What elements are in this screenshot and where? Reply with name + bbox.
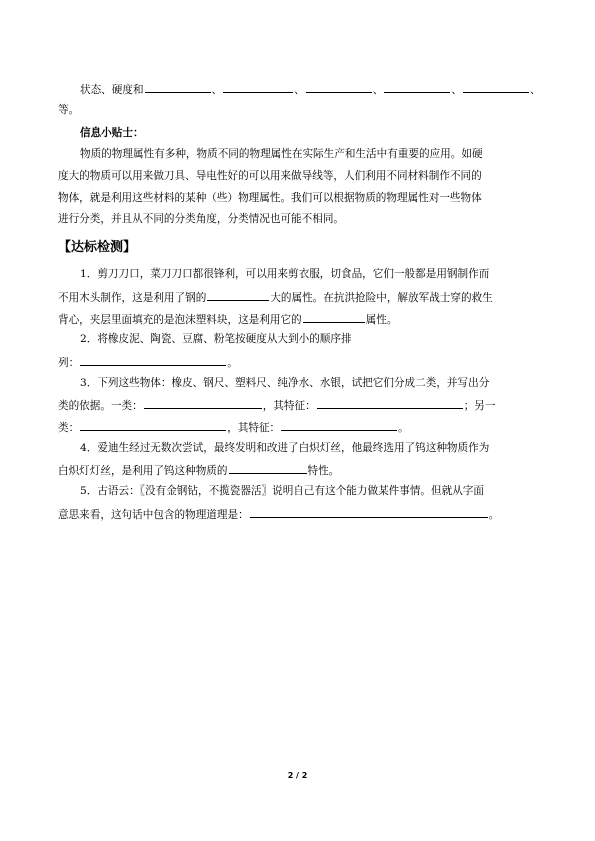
blank-1[interactable] bbox=[145, 82, 211, 93]
q1-line-1: 1．剪刀刀口，菜刀刀口都很锋利，可以用来剪衣服，切食品，它们一般都是用钢制作而 bbox=[80, 268, 490, 280]
q3-line-1: 3．下列这些物体：橡皮、钢尺、塑料尺、纯净水、水银，试把它们分成二类，并写出分 bbox=[80, 377, 490, 389]
q2-line-2: 列： 。 bbox=[58, 357, 238, 369]
tip-line-4: 进行分类，并且从不同的分类角度，分类情况也可能不相同。 bbox=[58, 213, 345, 225]
properties-end: 等。 bbox=[58, 104, 80, 116]
blank-5[interactable] bbox=[463, 82, 529, 93]
q3-line-3: 类： ，其特征： 。 bbox=[58, 422, 409, 434]
blank-4[interactable] bbox=[384, 82, 450, 93]
q1-blank-1[interactable] bbox=[207, 290, 269, 301]
q4-line-1: 4．爱迪生经过无数次尝试，最终发明和改进了白炽灯丝，他最终选用了钨这种物质作为 bbox=[80, 442, 490, 454]
q1-line-2: 不用木头制作，这是利用了钢的 大的属性。在抗洪抢险中，解放军战士穿的救生 bbox=[58, 292, 493, 304]
q5-blank[interactable] bbox=[250, 507, 488, 518]
q2-line-1: 2．将橡皮泥、陶瓷、豆腐、粉笔按硬度从大到小的顺序排 bbox=[80, 333, 352, 345]
blank-2[interactable] bbox=[223, 82, 293, 93]
q4-line-2: 白炽灯灯丝，是利用了钨这种物质的 特性。 bbox=[58, 465, 340, 477]
q3-blank-3[interactable] bbox=[80, 420, 226, 431]
q1-line-3: 背心，夹层里面填充的是泡沫塑料块，这是利用它的 属性。 bbox=[58, 314, 398, 326]
q5-line-2: 意思来看，这句话中包含的物理道理是： 。 bbox=[58, 509, 500, 521]
tip-line-1: 物质的物理属性有多种，物质不同的物理属性在实际生产和生活中有重要的应用。如硬 bbox=[80, 148, 483, 160]
tip-line-3: 物体，就是利用这些材料的某种（些）物理属性。我们可以根据物质的物理属性对一些物体 bbox=[58, 192, 482, 204]
properties-prefix: 状态、硬度和 bbox=[80, 84, 144, 96]
q4-blank[interactable] bbox=[229, 463, 307, 474]
blank-3[interactable] bbox=[306, 82, 372, 93]
properties-fill-line: 状态、硬度和 、 、 、 、 、 bbox=[80, 84, 541, 96]
q5-line-1: 5．古语云：〖没有金钢钻，不揽瓷器活〗说明自己有这个能力做某件事情。但就从字面 bbox=[80, 485, 484, 497]
page-number: 2 / 2 bbox=[287, 771, 308, 780]
q3-blank-1[interactable] bbox=[144, 398, 262, 409]
q3-line-2: 类的依据。一类： ，其特征： ；另一 bbox=[58, 400, 496, 412]
q2-blank[interactable] bbox=[80, 355, 226, 366]
q3-blank-4[interactable] bbox=[281, 420, 397, 431]
section-title: 【达标检测】 bbox=[58, 240, 137, 255]
q1-blank-2[interactable] bbox=[303, 312, 365, 323]
tip-line-2: 度大的物质可以用来做刀具、导电性好的可以用来做导线等，人们利用不同材料制作不同的 bbox=[58, 170, 482, 182]
q3-blank-2[interactable] bbox=[317, 398, 463, 409]
tip-title: 信息小贴士： bbox=[80, 127, 144, 139]
